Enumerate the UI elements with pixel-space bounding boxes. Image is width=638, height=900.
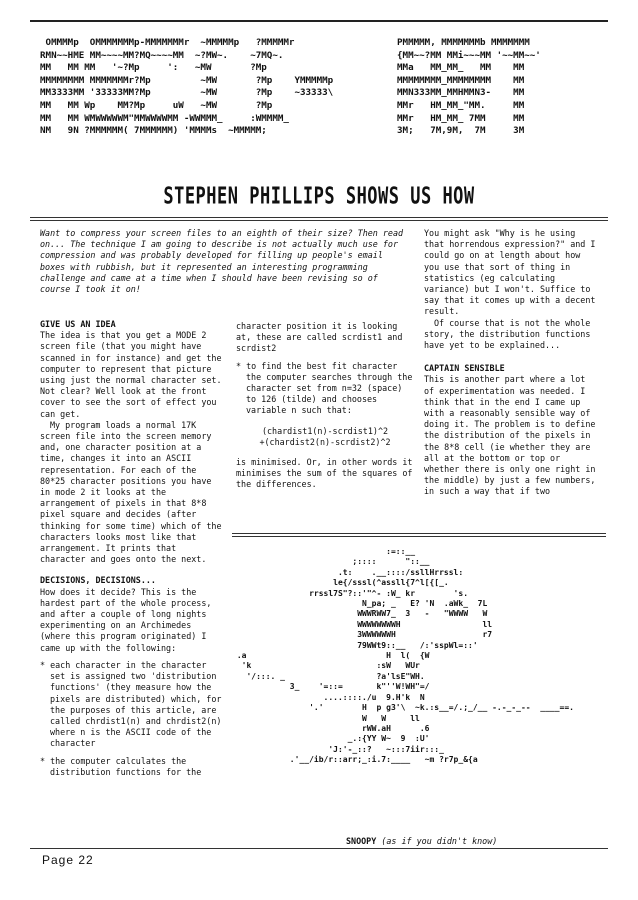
section-heading: GIVE US AN IDEA: [40, 319, 116, 329]
figure-rule: [232, 533, 606, 534]
top-rule: [30, 20, 608, 22]
formula-line: (chardist1(n)-scrdist1)^2: [261, 425, 389, 436]
ascii-banner-left: OMMMMp OMMMMMMMp-MMMMMMMr ~MMMMMp ?MMMMMr RMN~~HME MM~~~~MM?MQ~~~~MM ~?MW~. ~7MQ~. MM MM MM '~?Mp ': ~MW ?Mp MMMMMMMM MMMMMMMr?Mp ~MW ?Mp YMMMMMp MM3333MM '33333MM?Mp ~MW ?Mp ~33333\ MM MM Wp MM?Mp uW ~MW ?Mp MM MM WMWWWWWM"MMWWWWMM -WWMMM_ :WMMMM_ NM 9N ?MMMMMM( 7MMMMMM) 'MMMMs ~MMMMM;: [40, 37, 334, 137]
section-heading: DECISIONS, DECISIONS...: [40, 575, 156, 586]
column-1: [40, 312, 225, 778]
formula-line: +(chardist2(n)-scrdist2)^2: [259, 436, 391, 447]
bottom-rule: [30, 848, 608, 849]
paragraph: character position it is looking at, these are called scrdist1 and scrdist2: [236, 321, 403, 354]
page-number: Page 22: [42, 853, 94, 867]
paragraph: You might ask "Why is he using that horrendous expression?" and I could go on at length about how you use that sort of thing in statistics (eg calculating variance) but I won't. Suffice to say that it comes up with a decent result.: [424, 228, 596, 317]
bullet-item: * the computer calculates the distribution functions for the: [40, 755, 202, 777]
snoopy-ascii-art: :=::__ ;:::: "::__ .t: .__::::/ssllHrrssl: le{/sssl(^assll{7^l[{[_. rrssl7S"?::'"^- :W_ kr 's. N_pa; _ E? 'N .aWk_ 7L WWWRWW7_ 3 - "WWWW W WWWWWWWWH ll 3WWWWWWH r7 79WWt9::__ /:'sspWl=::' .a H l( {W 'k :sW WUr '/:::. _ ?a'lsE"WH. 3_ '=::= k"''W!WH"=/ ....::::./u 9.H'k N '.' H p g3'\ ~k.:s__=/.;_/__ -.-_-_-- ____==. W W ll rWW.aH .6 _.:{YY W~ 9 :U' 'J:'-_::? ~:::7iir:::_ .'__/ib/r::arr;_:i.7:____ ~m ?r7p_&{a: [236, 547, 574, 765]
page-title: STEPHEN PHILLIPS SHOWS US HOW: [163, 183, 475, 210]
figure-caption: [346, 836, 497, 846]
caption-title: SNOOPY: [346, 836, 377, 846]
bullet-item: * to find the best fit character the computer searches through the character set from n=32 (space) to 126 (tilde) and chooses variable n such that:: [236, 360, 413, 416]
paragraph: is minimised. Or, in other words it minimises the sum of the squares of the differences.: [236, 457, 413, 490]
paragraph: My program loads a normal 17K screen file into the screen memory and, one character position at a time, changes it into an ASCII representation. For each of the 80*25 character positions you have in mode 2 it looks at the arrangement of pixels in that 8*8 pixel square and decides (after thinking for some time) which of the characters looks most like that arrangement. It prints that character and goes onto the next.: [40, 419, 222, 565]
section-heading: CAPTAIN SENSIBLE: [424, 363, 505, 374]
intro-paragraph: Want to compress your screen files to an eighth of their size? Then read on... The technique I am going to describe is not actually much use for compression and was probably developed for filling up people's email boxes with rubbish, but it represented an interesting programming challenge and came at a time when I should have been revising so of course I took it on!: [40, 228, 404, 295]
column-3: [424, 228, 600, 498]
paragraph: This is another part where a lot of experimentation was needed. I think that in the end I came up with a reasonably sensible way of doing it. The problem is to define the distribution of the pixels in the 8*8 cell (ie whether they are all at the bottom or top or whether there is only one right in the middle) by just a few numbers, in such a way that if two: [424, 374, 596, 497]
bullet-item: * each character in the character set is assigned two 'distribution functions' (they measure how the pixels are distributed) which, for the purposes of this article, are called chrdist1(n) and chrdist2(n) where n is the ASCII code of the character: [40, 659, 222, 749]
headline-rule: [30, 217, 608, 218]
column-2: [236, 321, 414, 491]
left-text-block: [40, 228, 412, 295]
paragraph: The idea is that you get a MODE 2 screen file (that you might have scanned in for instance) and get the computer to represent that picture using just the normal character set. Not clear? Well look at the front cover to see the sort of effect you can get.: [40, 330, 222, 419]
headline-rule-2: [30, 220, 608, 221]
ascii-banner-right: PMMMMM, MMMMMMMb MMMMMMM {MM~~?MM MMi~~~MM '~~MM~~' MMa MM_MM_ MM MM MMMMMMMM_MMMMMMMM MM MMN333MM_MMHMMN3- MM MMr HM_MM_"MM. MM MMr HM_MM_ 7MM MM 3M; 7M,9M, 7M 3M: [397, 37, 541, 137]
paragraph: Of course that is not the whole story, the distribution functions have yet to be explained...: [424, 317, 591, 351]
paragraph: How does it decide? This is the hardest part of the whole process, and after a couple of long nights experimenting on an Archimedes (where this program originated) I came up with the following:: [40, 586, 212, 653]
caption-note: (as if you didn't know): [381, 836, 498, 846]
figure-rule-2: [232, 536, 606, 537]
